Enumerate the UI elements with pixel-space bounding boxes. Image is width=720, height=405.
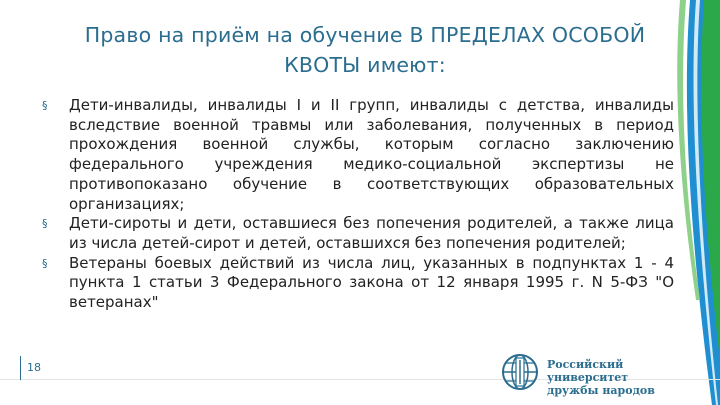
list-item xyxy=(42,254,674,313)
logo-text xyxy=(547,358,699,397)
list-item-text: Дети-инвалиды, инвалиды I и II групп, инвалиды с детства, инвалиды вследствие военной травмы или заболевания, полученных в период прохождения военной службы, которым согласно заключению федерального учреждения медико-социальной экспертизы не противопоказано обучение в соответствующих образовательных организациях; xyxy=(69,96,674,213)
bullet-list xyxy=(42,96,674,313)
slide-title xyxy=(40,20,690,80)
bullet-icon: § xyxy=(42,256,48,270)
title-line-2: КВОТЫ имеют: xyxy=(284,53,446,77)
bullet-icon: § xyxy=(42,99,48,112)
title-line-1: Право на приём на обучение В ПРЕДЕЛАХ ОСОБОЙ xyxy=(84,23,646,47)
university-logo xyxy=(499,352,699,397)
globe-logo-icon xyxy=(499,352,541,392)
bullet-icon: § xyxy=(42,217,48,231)
list-item-text: Ветераны боевых действий из числа лиц, указанных в подпунктах 1 - 4 пункта 1 статьи 3 Федерального закона от 12 января 1995 г. N 5-ФЗ "О ветеранах" xyxy=(69,253,674,312)
list-item xyxy=(42,96,674,214)
page-number: 18 xyxy=(27,361,41,374)
list-item xyxy=(42,214,674,253)
logo-line-2: дружбы народов xyxy=(547,384,655,397)
logo-line-1: Российский университет xyxy=(547,358,629,384)
list-item-text: Дети-сироты и дети, оставшиеся без попечения родителей, а также лица из числа детей-сирот и детей, оставшихся без попечения родителей; xyxy=(69,214,674,252)
